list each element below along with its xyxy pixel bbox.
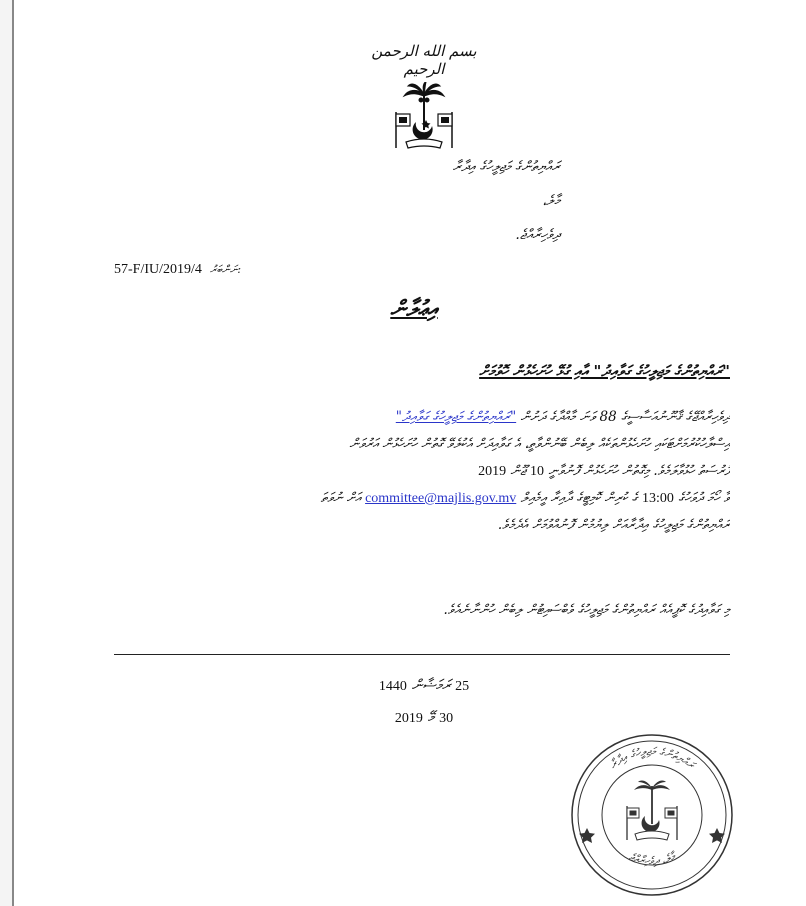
bismillah-calligraphy: بسم الله الرحمن الرحيم: [371, 42, 477, 78]
announcement-body: [114, 404, 730, 539]
seal-text-top: ރައްޔިތުންގެ މަޖިލީހުގެ އިދާރާ: [607, 744, 697, 772]
reference-label: ނަންބަރު:: [210, 263, 242, 276]
seal-text-bottom: މާލެ، ދިވެހިރާއްޖެ: [627, 850, 677, 868]
hijri-date: 25 ރަމަޟާން 1440: [378, 676, 470, 694]
reference-line: [114, 262, 354, 278]
gregorian-date: 30 މޭ 2019: [394, 708, 454, 726]
deadline-day: 10: [530, 464, 545, 479]
document-page: [12, 0, 806, 906]
deadline-month: ޖޫން: [510, 463, 526, 479]
office-country: ދިވެހިރާއްޖެ.: [515, 227, 560, 243]
body-line-4: ވާ ހޯމަ ދުވަހުގެ 13:00 ގެ ކުރިން ކޮމިޓީގެ ދާއިރާ އީމެއިލް committee@majlis.gov.mv އަށް ނުވަތަ: [320, 490, 730, 506]
maldives-emblem-icon: [386, 82, 462, 154]
office-address-block: [320, 150, 560, 252]
office-city: މާލެ،: [542, 193, 560, 209]
body-line-2: އިސްލާހުކުރުމަށްޓަކައި ހުށަހެޅުންތަކެއް ލިބެން ބޭނުންވާތީ، އެ ގަވާއިދަށް އެކުލެވޭ ގޮތުން ހުށަހެޅުން އަރުވަން: [349, 436, 730, 452]
official-seal-icon: [567, 730, 737, 900]
announcement-subject: "ރައްޔިތުންގެ މަޖިލީހުގެ ގަވާއިދު" އާއި ގުޅޭ ހުށަހެޅުން ހޮވުމަށް: [479, 362, 730, 380]
deadline-time: 13:00: [642, 491, 674, 506]
body-line-1: ދިވެހިރާއްޖޭގެ ޤާނޫނުއަސާސީގެ 88 ވަނަ މާއްދާގެ ދަށުން "ރައްޔިތުންގެ މަޖިލީހުގެ ގަވާއިދު": [395, 409, 730, 425]
deadline-year: 2019: [478, 464, 507, 479]
body-line-3: ފުރުސަތު ހުޅުވާލަމެވެ. މިގޮތުން ހުށަހެޅުން ފޮނުވާނީ 10 ޖޫން 2019: [478, 463, 730, 479]
svg-text:މާލެ، ދިވެހިރާއްޖެ: [627, 849, 679, 868]
reference-number: 57-F/IU/2019/4: [114, 262, 202, 277]
divider-line: [114, 654, 730, 655]
body-line-5: ރައްޔިތުންގެ މަޖިލީހުގެ އިދާރާއަށް ލިޔުމުން ފޮނުއްވުމަށް އެދެމެވެ.: [497, 517, 730, 533]
closing-note: މި ގަވާއިދުގެ ކޮޕީއެއް ރައްޔިތުންގެ މަޖިލީހުގެ ވެބްސައިޓުން ލިބެން ހުންނާނެއެވެ.: [443, 602, 730, 618]
document-title: އިޢުލާން: [390, 296, 438, 322]
regulation-link[interactable]: "ރައްޔިތުންގެ މަޖިލީހުގެ ގަވާއިދު": [395, 409, 517, 425]
office-name: ރައްޔިތުންގެ މަޖިލީހުގެ އިދާރާ: [452, 159, 560, 175]
committee-email-link[interactable]: committee@majlis.gov.mv: [365, 491, 517, 506]
